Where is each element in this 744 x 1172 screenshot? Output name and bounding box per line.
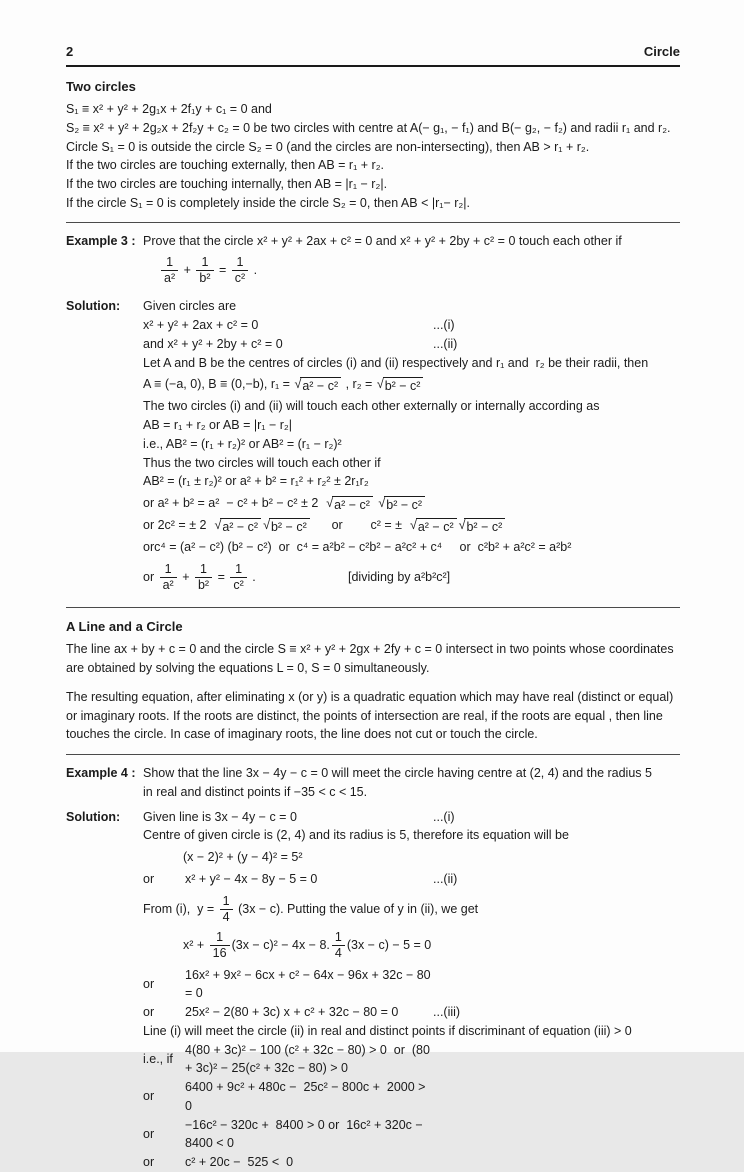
equation: x² + y² − 4x − 8y − 5 = 0 bbox=[185, 871, 318, 886]
equation-row bbox=[143, 1116, 680, 1154]
equation-tag: ...(iii) bbox=[433, 1005, 461, 1019]
solution-line: AB² = (r₁ ± r₂)² or a² + b² = r₁² + r₂² ± 2r₁r₂ bbox=[143, 474, 369, 489]
section-divider bbox=[66, 754, 680, 755]
equation-tag: ...(i) bbox=[433, 318, 455, 332]
equation: c² + 20c − 525 < 0 bbox=[185, 1155, 294, 1169]
header-rule bbox=[66, 65, 680, 67]
row-prefix: or bbox=[143, 1155, 155, 1169]
question-text: Show that the line 3x − 4y − c = 0 will meet the circle having centre at (2, 4) and the radius 5 bbox=[143, 766, 652, 780]
equation-row bbox=[143, 1041, 680, 1079]
equation-row bbox=[143, 1003, 680, 1022]
row-prefix: or bbox=[143, 1089, 155, 1104]
two-circles-heading: Two circles bbox=[66, 78, 136, 94]
row-prefix: or bbox=[143, 976, 155, 991]
example-4-label: Example 4 : bbox=[66, 766, 136, 780]
question-math: $\frac{1}{\text{a²}}$ + $\frac{1}{\text{b²}}$ = $\frac{1}{\text{c²}}$ . bbox=[143, 255, 680, 286]
line-circle-heading: A Line and a Circle bbox=[66, 618, 183, 634]
row-prefix: or bbox=[143, 1005, 155, 1019]
example-3-question-row bbox=[66, 232, 680, 292]
solution-line: AB = r₁ + r₂ or AB = |r₁ − r₂| bbox=[143, 418, 292, 432]
solution-line: i.e., AB² = (r₁ + r₂)² or AB² = (r₁ − r₂)² bbox=[143, 436, 342, 451]
paragraph: The resulting equation, after eliminating x (or y) is a quadratic equation which may have real (distinct or equal) or imaginary roots. If the roots are distinct, the points of intersection are real, if the roots are equal , then line touches the circle. In case of imaginary roots, the line does not cut or touch the circle. bbox=[66, 689, 674, 742]
equation-row bbox=[143, 1078, 680, 1116]
equation: 4(80 + 3c)² − 100 (c² + 32c − 80) > 0 or (80 + 3c)² − 25(c² + 32c − 80) > 0 bbox=[185, 1042, 434, 1076]
solution-line: Line (i) will meet the circle (ii) in real and distinct points if discriminant of equation (iii) > 0 bbox=[143, 1023, 632, 1038]
section-divider bbox=[66, 222, 680, 223]
text-line: S₂ ≡ x² + y² + 2g₂x + 2f₂y + c₂ = 0 be two circles with centre at A(− g₁, − f₁) and B(− g₂, − f₂) and radii r₁ and r₂. bbox=[66, 120, 671, 135]
solution-line: The two circles (i) and (ii) will touch each other externally or internally according as bbox=[143, 399, 600, 414]
equation: 25x² − 2(80 + 3c) x + c² + 32c − 80 = 0 bbox=[185, 1005, 399, 1019]
equation-tag: ...(ii) bbox=[433, 871, 458, 886]
section-two-circles bbox=[66, 77, 680, 213]
example-4-solution-label: Solution: bbox=[66, 809, 121, 824]
example-4-solution bbox=[143, 808, 680, 1172]
equation: x² + y² + 2ax + c² = 0 bbox=[143, 318, 259, 332]
solution-line: orc⁴ = (a² − c²) (b² − c²) or c⁴ = a²b² − c²b² − a²c² + c⁴ or c²b² + a²c² = a²b² bbox=[143, 540, 572, 554]
example-3-question bbox=[143, 232, 680, 292]
math-line: x² + $\frac{1}{16}$ (3x − c)² − 4x − 8. $\frac{1}{4}$ (3x − c) − 5 = 0 bbox=[183, 929, 432, 960]
equation-row bbox=[143, 335, 680, 354]
solution-line: Thus the two circles will touch each other if bbox=[143, 455, 381, 470]
equation-row bbox=[143, 562, 680, 593]
solution-line: Given circles are bbox=[143, 299, 237, 314]
example-3 bbox=[66, 232, 680, 598]
example-3-label: Example 3 : bbox=[66, 233, 136, 248]
example-3-solution-row bbox=[66, 297, 680, 598]
math-line: or 2c² = ± 2 √ a² − c² √ b² − c² or c² = ± √ a² − c² √ b² − c² bbox=[143, 516, 680, 535]
row-prefix: i.e., if bbox=[143, 1051, 173, 1066]
math-line: or a² + b² = a² − c² + b² − c² ± 2 √ a² − c² √ b² − c² bbox=[143, 494, 680, 513]
equation-tag: ...(i) bbox=[433, 809, 455, 824]
solution-line: Let A and B be the centres of circles (i) and (ii) respectively and r₁ and r₂ be their radii, then bbox=[143, 355, 649, 370]
example-4-solution-row bbox=[66, 808, 680, 1172]
example-4-question bbox=[143, 764, 680, 802]
equation-row bbox=[143, 870, 680, 889]
math-line: A ≡ (−a, 0), B ≡ (0,−b), r₁ = √ a² − c² , r₂ = √ b² − c² bbox=[143, 375, 680, 394]
row-prefix: or bbox=[143, 1126, 155, 1141]
equation: −16c² − 320c + 8400 > 0 or 16c² + 320c − 8400 < 0 bbox=[185, 1117, 430, 1151]
paragraph: The line ax + by + c = 0 and the circle S ≡ x² + y² + 2gx + 2fy + c = 0 intersect in two points whose coordinates are obtained by solving the equations L = 0, S = 0 simultaneously. bbox=[66, 642, 674, 675]
equation-row bbox=[143, 1153, 680, 1172]
section-divider bbox=[66, 607, 680, 608]
equation: or $\frac{1}{\text{a²}}$ + $\frac{1}{\text{b²}}$ = $\frac{1}{\text{c²}}$ . bbox=[143, 561, 256, 592]
text-line: If the two circles are touching externally, then AB = r₁ + r₂. bbox=[66, 158, 385, 173]
row-prefix: or bbox=[143, 871, 155, 886]
math-line: (x − 2)² + (y − 4)² = 5² bbox=[183, 850, 303, 864]
example-3-solution bbox=[143, 297, 680, 598]
text-line: S₁ ≡ x² + y² + 2g₁x + 2f₁y + c₁ = 0 and bbox=[66, 102, 272, 116]
equation: 6400 + 9c² + 480c − 25c² − 800c + 2000 > 0 bbox=[185, 1080, 429, 1113]
page-title: Circle bbox=[643, 44, 680, 59]
example-4-question-row bbox=[66, 764, 680, 802]
page-header bbox=[66, 42, 680, 62]
text-line: If the circle S₁ = 0 is completely inside the circle S₂ = 0, then AB < |r₁− r₂|. bbox=[66, 195, 470, 210]
equation: 16x² + 9x² − 6cx + c² − 64x − 96x + 32c − 80 = 0 bbox=[185, 967, 435, 1001]
example-4 bbox=[66, 764, 680, 1172]
equation-tag: ...(ii) bbox=[433, 336, 458, 351]
equation: Given line is 3x − 4y − c = 0 bbox=[143, 809, 297, 824]
solution-line: Centre of given circle is (2, 4) and its radius is 5, therefore its equation will be bbox=[143, 828, 569, 843]
text-line: Circle S₁ = 0 is outside the circle S₂ = 0 (and the circles are non-intersecting), then AB > r₁ + r₂. bbox=[66, 139, 590, 154]
math-line: From (i), y = $\frac{1}{4}$ (3x − c). Putting the value of y in (ii), we get bbox=[143, 893, 479, 924]
equation-row bbox=[143, 808, 680, 827]
question-text: in real and distinct points if −35 < c < 15. bbox=[143, 784, 368, 799]
equation: and x² + y² + 2by + c² = 0 bbox=[143, 336, 283, 351]
equation-row bbox=[143, 316, 680, 335]
section-line-and-circle bbox=[66, 617, 680, 744]
equation-row bbox=[143, 966, 680, 1004]
question-text: Prove that the circle x² + y² + 2ax + c² = 0 and x² + y² + 2by + c² = 0 touch each other if bbox=[143, 233, 622, 248]
text-line: If the two circles are touching internally, then AB = |r₁ − r₂|. bbox=[66, 177, 388, 191]
dividing-note: [dividing by a²b²c²] bbox=[348, 569, 451, 584]
example-3-solution-label: Solution: bbox=[66, 299, 121, 314]
page-number: 2 bbox=[66, 44, 74, 59]
